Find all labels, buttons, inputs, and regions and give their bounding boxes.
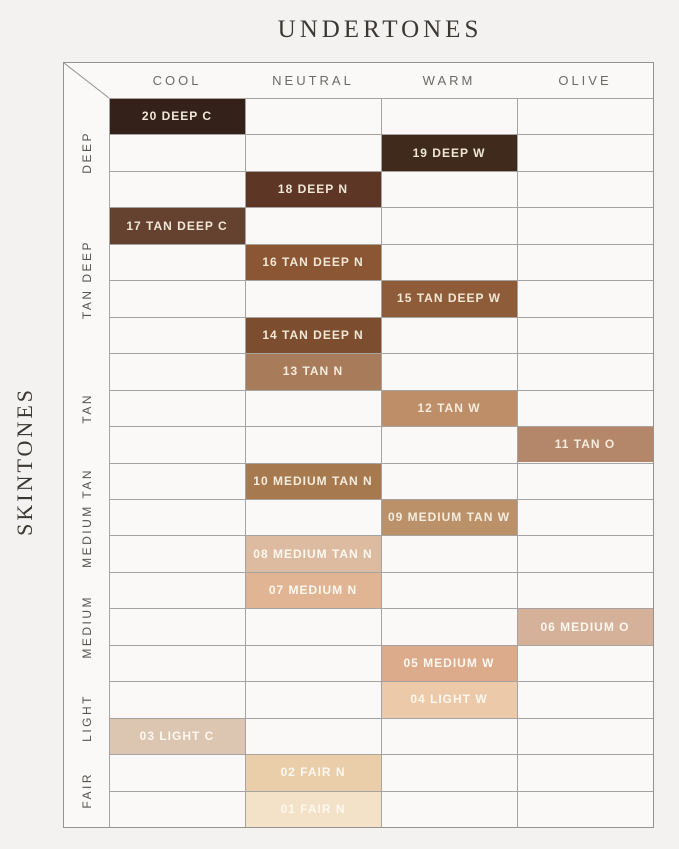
- row-group-label-text: FAIR: [79, 772, 94, 809]
- shade-swatch-07-medium-n: 07 MEDIUM N: [245, 572, 381, 608]
- shade-swatch-04-light-w: 04 LIGHT W: [381, 681, 517, 717]
- shade-swatch-02-fair-n: 02 FAIR N: [245, 754, 381, 790]
- row-group-label-tan-deep: [64, 207, 109, 353]
- label-column-divider-line: [109, 98, 110, 827]
- shade-swatch-10-medium-tan-n: 10 MEDIUM TAN N: [245, 463, 381, 499]
- column-header-neutral: NEUTRAL: [272, 73, 354, 88]
- row-group-label-text: TAN DEEP: [79, 240, 94, 320]
- shade-swatch-17-tan-deep-c: 17 TAN DEEP C: [109, 207, 245, 243]
- grid-column-line: [381, 98, 382, 827]
- shade-swatch-01-fair-n: 01 FAIR N: [245, 791, 381, 827]
- column-header-cool: COOL: [152, 73, 202, 88]
- row-group-label-fair: [64, 754, 109, 827]
- row-axis-title-wrap: [0, 97, 50, 826]
- row-axis-title: SKINTONES: [12, 387, 37, 536]
- row-group-label-text: TAN: [79, 392, 94, 424]
- shade-swatch-15-tan-deep-w: 15 TAN DEEP W: [381, 280, 517, 316]
- shade-swatch-11-tan-o: 11 TAN O: [517, 426, 653, 462]
- column-header-olive: OLIVE: [558, 73, 612, 88]
- shade-swatch-18-deep-n: 18 DEEP N: [245, 171, 381, 207]
- grid-column-line: [517, 98, 518, 827]
- shade-swatch-19-deep-w: 19 DEEP W: [381, 134, 517, 170]
- row-group-label-text: LIGHT: [79, 693, 94, 742]
- shade-swatch-03-light-c: 03 LIGHT C: [109, 718, 245, 754]
- row-group-label-text: DEEP: [79, 131, 94, 174]
- row-group-label-text: MEDIUM TAN: [79, 467, 94, 568]
- shade-swatch-05-medium-w: 05 MEDIUM W: [381, 645, 517, 681]
- shade-swatch-14-tan-deep-n: 14 TAN DEEP N: [245, 317, 381, 353]
- shade-swatch-08-medium-tan-n: 08 MEDIUM TAN N: [245, 535, 381, 571]
- shade-swatch-12-tan-w: 12 TAN W: [381, 390, 517, 426]
- shade-swatch-09-medium-tan-w: 09 MEDIUM TAN W: [381, 499, 517, 535]
- shade-swatch-13-tan-n: 13 TAN N: [245, 353, 381, 389]
- chart-title: UNDERTONES: [277, 16, 483, 43]
- row-group-label-light: [64, 681, 109, 754]
- shade-swatch-06-medium-o: 06 MEDIUM O: [517, 608, 653, 644]
- shade-swatch-20-deep-c: 20 DEEP C: [109, 98, 245, 134]
- column-header-warm: WARM: [422, 73, 476, 88]
- row-group-label-text: MEDIUM: [79, 594, 94, 659]
- row-group-label-medium-tan: [64, 463, 109, 572]
- shade-swatch-16-tan-deep-n: 16 TAN DEEP N: [245, 244, 381, 280]
- shade-grid: [63, 62, 654, 828]
- row-group-label-tan: [64, 353, 109, 463]
- row-group-label-deep: [64, 98, 109, 207]
- corner-diagonal-line: [64, 63, 109, 98]
- grid-column-line: [245, 98, 246, 827]
- row-group-label-medium: [64, 572, 109, 681]
